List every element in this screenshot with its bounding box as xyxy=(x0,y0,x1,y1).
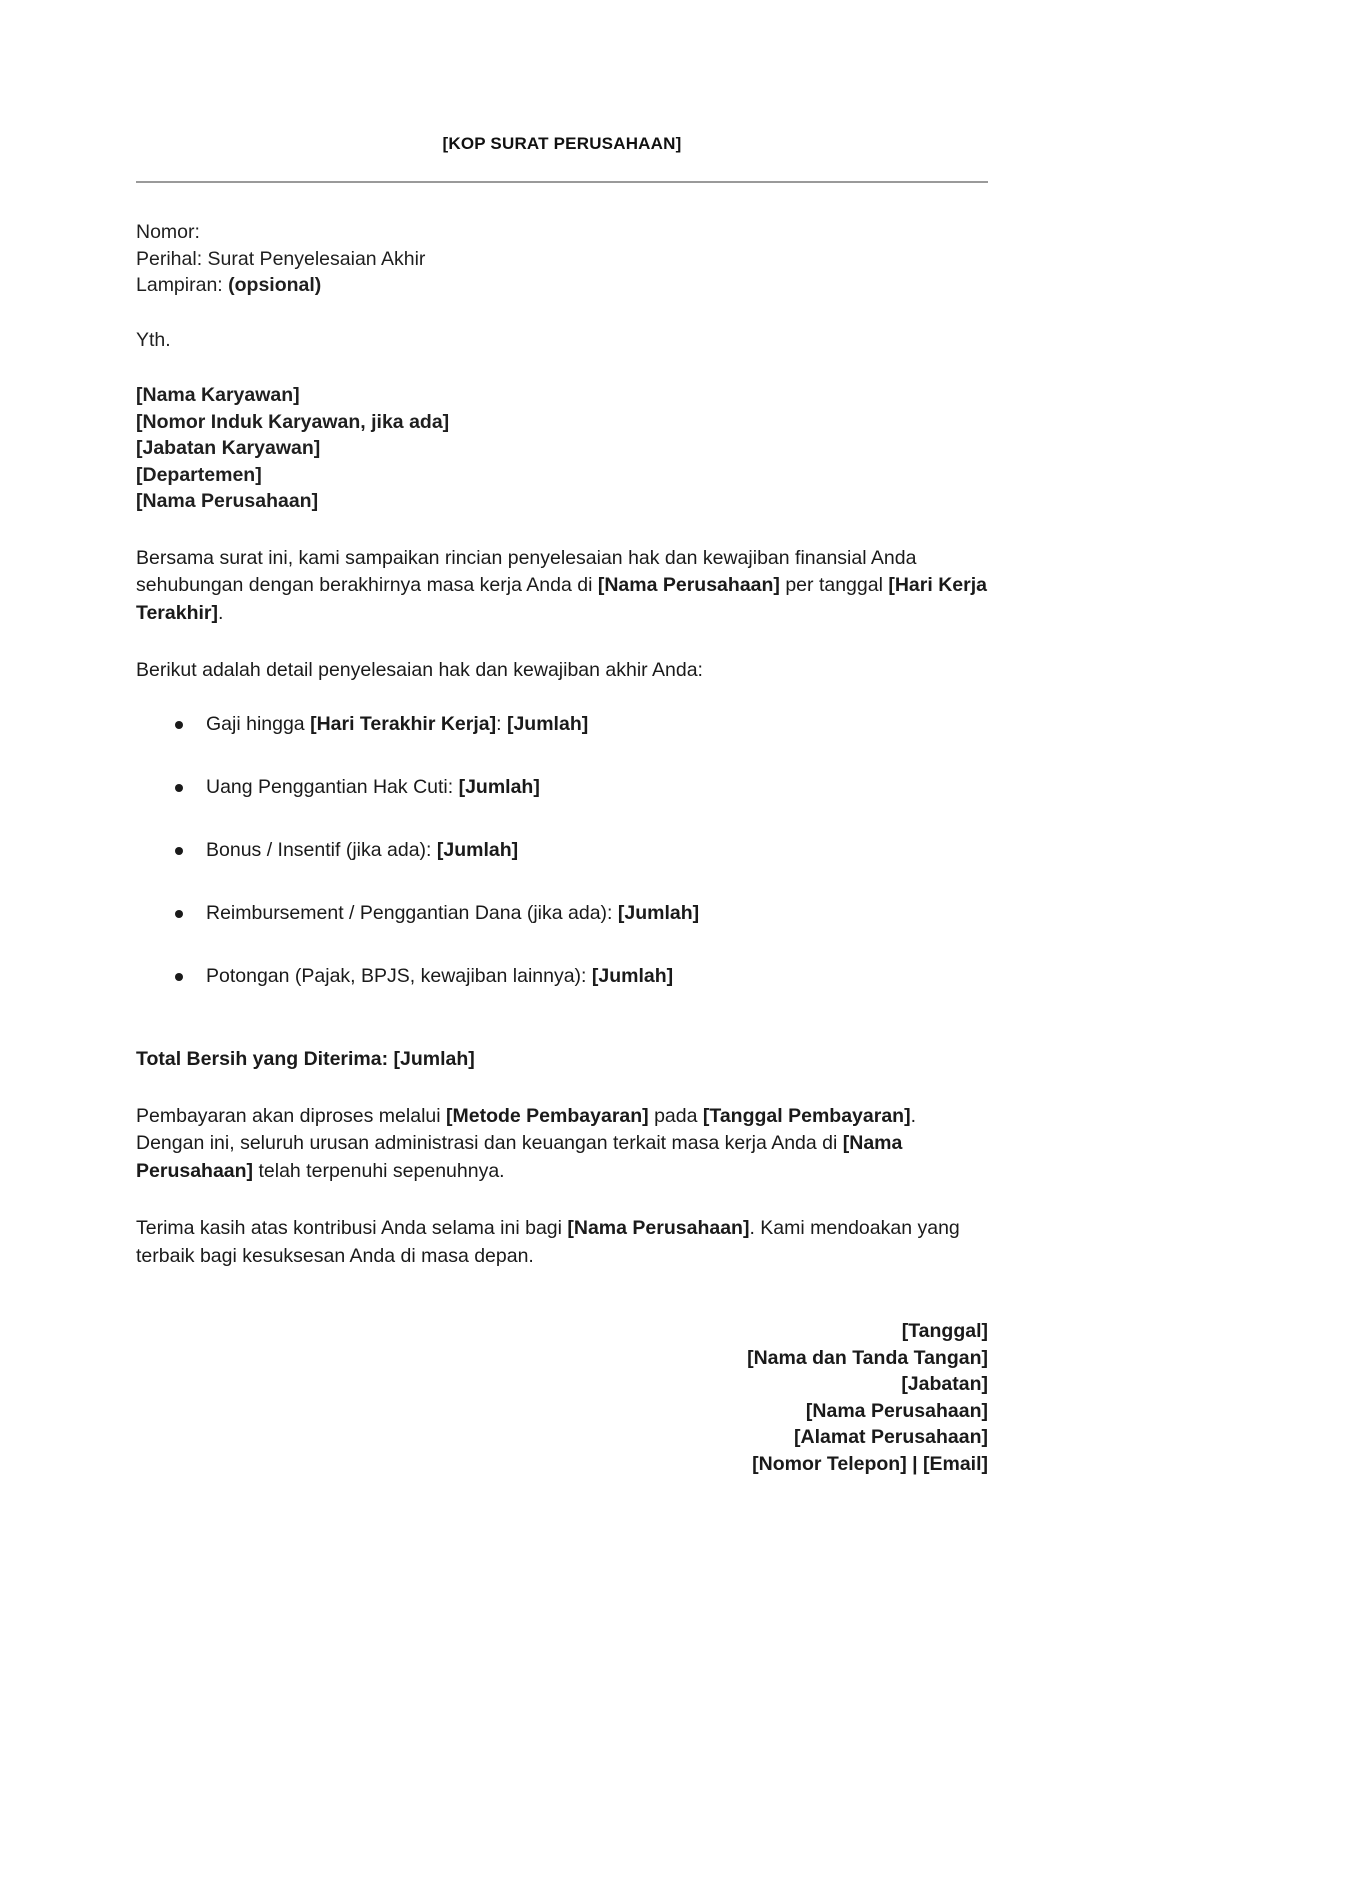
item-amount: [Jumlah] xyxy=(436,838,519,861)
signature-line-position: [Jabatan] xyxy=(901,1373,988,1395)
payment-company: [Nama Perusahaan] xyxy=(136,1132,903,1182)
intro-text-1: Bersama surat ini, kami sampaikan rincian penyelesaian hak dan kewajiban finansial Anda sehubungan dengan berakhirnya masa kerja Anda di xyxy=(136,546,917,596)
intro-text-2: per tanggal xyxy=(779,574,889,596)
closing-text-1: Terima kasih atas kontribusi Anda selama ini bagi xyxy=(136,1217,568,1239)
bullet-icon xyxy=(175,721,183,729)
payment-text-3: . Dengan ini, seluruh urusan administrasi dan keuangan terkait masa kerja Anda di xyxy=(136,1104,916,1154)
intro-lastday: [Hari Kerja Terakhir] xyxy=(136,574,987,624)
bullet-icon xyxy=(175,910,183,918)
bullet-icon xyxy=(175,784,183,792)
intro-text-3: . xyxy=(218,601,224,624)
item-amount: [Jumlah] xyxy=(591,964,674,987)
item-bold-mid: [Hari Terakhir Kerja] xyxy=(310,712,497,735)
signature-line-address: [Alamat Perusahaan] xyxy=(794,1426,988,1448)
payment-text-4: telah terpenuhi sepenuhnya. xyxy=(253,1159,505,1182)
signature-line-contact: [Nomor Telepon] | [Email] xyxy=(752,1452,988,1475)
salutation: Yth. xyxy=(136,328,171,351)
recipient-block xyxy=(136,382,988,515)
item-prefix: Uang Penggantian Hak Cuti: xyxy=(206,775,459,798)
signature-block xyxy=(136,1318,988,1477)
settlement-list xyxy=(136,711,988,990)
list-item xyxy=(136,963,988,990)
intro-company: [Nama Perusahaan] xyxy=(597,574,780,596)
recipient-line: [Nama Karyawan] xyxy=(136,384,300,406)
item-prefix: Gaji hingga xyxy=(206,712,311,735)
list-item xyxy=(136,837,988,864)
item-prefix: Bonus / Insentif (jika ada): xyxy=(206,838,437,861)
payment-paragraph xyxy=(136,1103,988,1186)
letter-body xyxy=(136,0,988,1477)
signature-line-date: [Tanggal] xyxy=(901,1320,988,1342)
meta-lampiran-value: (opsional) xyxy=(228,274,322,296)
item-separator: : xyxy=(496,712,507,735)
list-item xyxy=(136,900,988,927)
recipient-line: [Nomor Induk Karyawan, jika ada] xyxy=(136,410,450,433)
list-item xyxy=(136,711,988,738)
item-prefix: Potongan (Pajak, BPJS, kewajiban lainnya): xyxy=(206,964,592,987)
payment-text-1: Pembayaran akan diproses melalui xyxy=(136,1104,447,1127)
payment-text-2: pada xyxy=(648,1104,703,1127)
header-divider xyxy=(136,181,988,183)
total-line: Total Bersih yang Diterima: [Jumlah] xyxy=(136,1047,475,1070)
meta-lampiran xyxy=(136,272,988,299)
item-amount: [Jumlah] xyxy=(458,775,540,798)
recipient-line: [Departemen] xyxy=(136,463,262,486)
closing-paragraph xyxy=(136,1215,988,1270)
letterhead-title: [KOP SURAT PERUSAHAAN] xyxy=(442,134,682,153)
signature-line-company: [Nama Perusahaan] xyxy=(805,1399,988,1422)
letter-meta xyxy=(136,219,988,299)
bullet-icon xyxy=(175,973,183,981)
recipient-line: [Nama Perusahaan] xyxy=(136,490,319,512)
payment-date: [Tanggal Pembayaran] xyxy=(702,1104,911,1127)
list-intro-paragraph: Berikut adalah detail penyelesaian hak dan kewajiban akhir Anda: xyxy=(136,659,703,681)
bullet-icon xyxy=(175,847,183,855)
list-item xyxy=(136,774,988,801)
intro-paragraph xyxy=(136,545,988,628)
payment-method: [Metode Pembayaran] xyxy=(446,1104,649,1127)
closing-text-2: . Kami mendoakan yang terbaik bagi kesuksesan Anda di masa depan. xyxy=(136,1217,960,1267)
item-prefix: Reimbursement / Penggantian Dana (jika ada): xyxy=(206,901,618,924)
signature-line-name: [Nama dan Tanda Tangan] xyxy=(747,1346,988,1369)
item-amount: [Jumlah] xyxy=(506,712,589,735)
meta-lampiran-label: Lampiran: xyxy=(136,274,229,296)
meta-perihal: Perihal: Surat Penyelesaian Akhir xyxy=(136,247,426,270)
closing-company: [Nama Perusahaan] xyxy=(567,1217,750,1239)
recipient-line: [Jabatan Karyawan] xyxy=(136,437,321,459)
meta-nomor: Nomor: xyxy=(136,221,200,243)
item-amount: [Jumlah] xyxy=(617,901,700,924)
